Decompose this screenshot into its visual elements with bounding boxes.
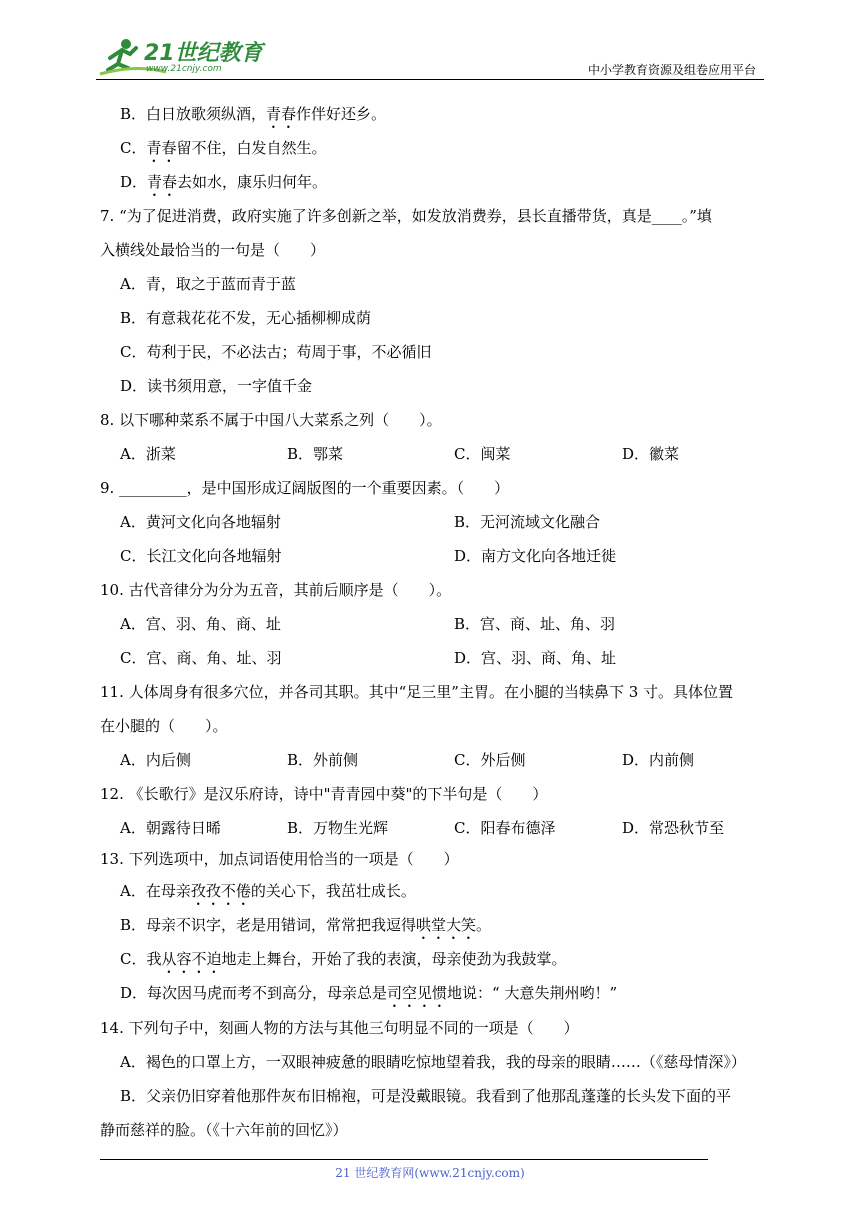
header-divider <box>96 79 764 80</box>
q7-stem-line2: 入横线处最恰当的一句是（ ） <box>100 241 326 259</box>
q8-option-b: B．鄂菜 <box>287 445 344 463</box>
q11-option-a: A．内后侧 <box>120 751 191 769</box>
q7-option-a: A．青，取之于蓝而青于蓝 <box>120 275 296 293</box>
q12-option-a: A．朝露待日晞 <box>120 819 221 837</box>
q6-option-d: D．青春去如水，康乐归何年。 <box>120 173 328 191</box>
q11-option-c: C．外后侧 <box>454 751 526 769</box>
q14-stem: 14. 下列句子中，刻画人物的方法与其他三句明显不同的一项是（ ） <box>100 1019 579 1037</box>
q9-option-c: C．长江文化向各地辐射 <box>120 547 282 565</box>
q13-option-b: B．母亲不识字，老是用错词，常常把我逗得哄堂大笑。 <box>120 916 492 934</box>
q13-option-d: D．每次因马虎而考不到高分，母亲总是司空见惯地说：“ 大意失荆州哟！” <box>120 984 618 1002</box>
q10-option-c: C．宫、商、角、址、羽 <box>120 649 282 667</box>
q11-option-b: B．外前侧 <box>287 751 359 769</box>
q11-option-d: D．内前侧 <box>622 751 695 769</box>
q6-option-b: B．白日放歌须纵酒，青春作伴好还乡。 <box>120 105 387 123</box>
q12-option-b: B．万物生光辉 <box>287 819 389 837</box>
logo-url: www.21cnjy.com <box>146 64 222 74</box>
q6-option-c: C．青春留不住，白发自然生。 <box>120 139 327 157</box>
q10-stem: 10. 古代音律分为分为五音，其前后顺序是（ ）。 <box>100 581 452 599</box>
platform-label: 中小学教育资源及组卷应用平台 <box>587 63 756 77</box>
q8-option-a: A．浙菜 <box>120 445 176 463</box>
q13-stem: 13. 下列选项中，加点词语使用恰当的一项是（ ） <box>100 850 459 868</box>
q7-option-d: D．读书须用意，一字值千金 <box>120 377 313 395</box>
q9-option-b: B．无河流域文化融合 <box>454 513 601 531</box>
footer-divider <box>100 1159 708 1160</box>
q12-stem: 12. 《长歌行》是汉乐府诗，诗中"青青园中葵"的下半句是（ ） <box>100 785 548 803</box>
q7-option-c: C．苟利于民，不必法古；苟周于事，不必循旧 <box>120 343 432 361</box>
q8-stem: 8. 以下哪种菜系不属于中国八大菜系之列（ ）。 <box>100 411 442 429</box>
q13-option-a: A．在母亲孜孜不倦的关心下，我茁壮成长。 <box>120 882 416 900</box>
q14-option-b-line1: B．父亲仍旧穿着他那件灰布旧棉袍，可是没戴眼镜。我看到了他那乱蓬蓬的长头发下面的平 <box>120 1087 732 1105</box>
q14-option-b-line2: 静而慈祥的脸。（《十六年前的回忆》） <box>100 1121 348 1139</box>
q10-option-b: B．宫、商、址、角、羽 <box>454 615 616 633</box>
q12-option-d: D．常恐秋节至 <box>622 819 725 837</box>
footer-link[interactable]: 21 世纪教育网(www.21cnjy.com) <box>335 1166 525 1180</box>
q10-option-a: A．宫、羽、角、商、址 <box>120 615 281 633</box>
q14-option-a: A．褐色的口罩上方，一双眼神疲惫的眼睛吃惊地望着我，我的母亲的眼睛……（《慈母情深》） <box>120 1053 746 1071</box>
q12-option-c: C．阳春布德泽 <box>454 819 556 837</box>
site-logo <box>96 34 266 78</box>
q7-stem-line1: 7. “为了促进消费，政府实施了许多创新之举，如发放消费券，县长直播带货，真是____。”填 <box>100 207 712 225</box>
q11-stem-line2: 在小腿的（ ）。 <box>100 717 228 735</box>
q13-option-c: C．我从容不迫地走上舞台，开始了我的表演，母亲使劲为我鼓掌。 <box>120 950 567 968</box>
q8-option-d: D．徽菜 <box>622 445 680 463</box>
logo-text: 21世纪教育 <box>144 41 263 66</box>
q7-option-b: B．有意栽花花不发，无心插柳柳成荫 <box>120 309 372 327</box>
q10-option-d: D．宫、羽、商、角、址 <box>454 649 617 667</box>
q8-option-c: C．闽菜 <box>454 445 511 463</box>
q9-option-d: D．南方文化向各地迁徙 <box>454 547 617 565</box>
q9-stem: 9. _________，是中国形成辽阔版图的一个重要因素。（ ） <box>100 479 510 497</box>
q11-stem-line1: 11. 人体周身有很多穴位，并各司其职。其中“足三里”主胃。在小腿的当犊鼻下 3 寸。具体位置 <box>100 683 734 701</box>
q9-option-a: A．黄河文化向各地辐射 <box>120 513 281 531</box>
